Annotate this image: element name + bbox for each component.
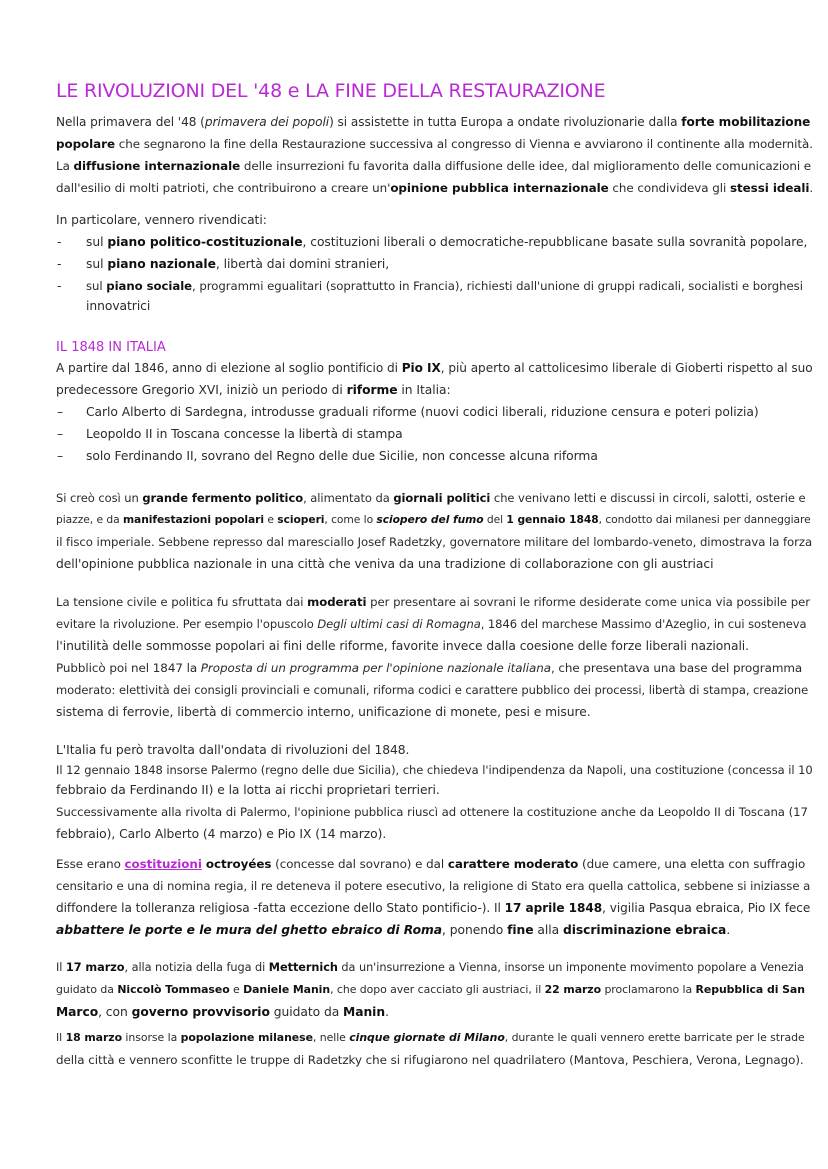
list-item: sul piano nazionale, libertà dai domini stranieri,	[86, 257, 390, 271]
ferment-line-2: piazze, e da manifestazioni popolari e scioperi, come lo sciopero del fumo del 1 gennaio 1848, condotto dai milanesi per danneggiare	[56, 513, 811, 526]
bullet-dash: -	[57, 279, 62, 293]
milan-line-2: della città e vennero sconfitte le truppe di Radetzky che si rifugiarono nel quadrilatero (Mantova, Peschiera, Verona, Legnago).	[56, 1053, 804, 1067]
costituzioni-link[interactable]: costituzioni	[124, 857, 202, 871]
list-item: sul piano sociale, programmi egualitari (soprattutto in Francia), richiesti dall'unione di gruppi radicali, socialisti e borghesi	[86, 279, 803, 293]
section-heading: IL 1848 IN ITALIA	[56, 340, 166, 355]
octroyees-line-3: diffondere la tolleranza religiosa -fatta eccezione dello Stato pontificio-). Il 17 aprile 1848, vigilia Pasqua ebraica, Pio IX fece	[56, 901, 811, 915]
venice-line-3: Marco, con governo provvisorio guidato da Manin.	[56, 1005, 389, 1019]
bullet-dash: –	[57, 427, 64, 441]
moderates-line-5: moderato: elettività dei consigli provinciali e comunali, riforma codici e carattere pubblico dei processi, libertà di stampa, creazione	[56, 683, 809, 697]
list-item: solo Ferdinando II, sovrano del Regno delle due Sicilie, non concesse alcuna riforma	[86, 449, 598, 463]
intro-line-3: La diffusione internazionale delle insurrezioni fu favorita dalla diffusione delle idee, dal miglioramento delle comunicazioni e	[56, 159, 812, 173]
list-item-continuation: innovatrici	[86, 299, 151, 313]
moderates-line-1: La tensione civile e politica fu sfruttata dai moderati per presentare ai sovrani le riforme desiderate come unica via possibile per	[56, 595, 810, 609]
claims-lead: In particolare, vennero rivendicati:	[56, 213, 267, 227]
revolt-line-5: febbraio), Carlo Alberto (4 marzo) e Pio IX (14 marzo).	[56, 827, 387, 841]
octroyees-line-4: abbattere le porte e le mura del ghetto ebraico di Roma, ponendo fine alla discriminazione ebraica.	[56, 923, 731, 937]
intro-line-2: popolare che segnarono la fine della Restaurazione successiva al congresso di Vienna e avviarono il continente alla modernità.	[56, 137, 813, 151]
moderates-line-3: l'inutilità delle sommosse popolari ai fini delle riforme, favorite invece dalla coesione delle forze liberali nazionali.	[56, 639, 750, 653]
ferment-line-1: Si creò così un grande fermento politico, alimentato da giornali politici che venivano letti e discussi in circoli, salotti, osterie e	[56, 491, 806, 505]
intro-line-1: Nella primavera del '48 (primavera dei popoli) si assistette in tutta Europa a ondate rivoluzionarie dalla forte mobilitazione	[56, 115, 811, 129]
milan-line-1: Il 18 marzo insorse la popolazione milanese, nelle cinque giornate di Milano, durante le quali vennero erette barricate per le strade	[56, 1031, 805, 1044]
list-item: sul piano politico-costituzionale, costituzioni liberali o democratiche-repubblicane basate sulla sovranità popolare,	[86, 235, 808, 249]
revolt-line-1: L'Italia fu però travolta dall'ondata di rivoluzioni del 1848.	[56, 743, 410, 757]
ferment-line-3: il fisco imperiale. Sebbene represso dal maresciallo Josef Radetzky, governatore militare del lombardo-veneto, dimostrava la forza	[56, 535, 813, 549]
revolt-line-3: febbraio da Ferdinando II) e la lotta ai ricchi proprietari terrieri.	[56, 783, 440, 797]
ferment-line-4: dell'opinione pubblica nazionale in una città che veniva da una tradizione di collaborazione con gli austriaci	[56, 557, 714, 571]
list-item: Carlo Alberto di Sardegna, introdusse graduali riforme (nuovi codici liberali, riduzione censura e poteri polizia)	[86, 405, 759, 419]
document-title: LE RIVOLUZIONI DEL '48 e LA FINE DELLA RESTAURAZIONE	[56, 80, 606, 102]
venice-line-2: guidato da Niccolò Tommaseo e Daniele Manin, che dopo aver cacciato gli austriaci, il 22 marzo proclamarono la Repubblica di San	[56, 983, 805, 996]
bullet-dash: –	[57, 449, 64, 463]
octroyees-line-1: Esse erano costituzioni octroyées (concesse dal sovrano) e dal carattere moderato (due camere, una eletta con suffragio	[56, 857, 806, 871]
moderates-line-4: Pubblicò poi nel 1847 la Proposta di un programma per l'opinione nazionale italiana, che presentava una base del programma	[56, 661, 803, 675]
revolt-line-4: Successivamente alla rivolta di Palermo, l'opinione pubblica riuscì ad ottenere la costituzione anche da Leopoldo II di Toscana (17	[56, 805, 808, 819]
bullet-dash: -	[57, 235, 62, 249]
moderates-line-6: sistema di ferrovie, libertà di commercio interno, unificazione di monete, pesi e misure.	[56, 705, 591, 719]
bullet-dash: –	[57, 405, 64, 419]
venice-line-1: Il 17 marzo, alla notizia della fuga di Metternich da un'insurrezione a Vienna, insorse un imponente movimento popolare a Venezia	[56, 961, 804, 974]
moderates-line-2: evitare la rivoluzione. Per esempio l'opuscolo Degli ultimi casi di Romagna, 1846 del marchese Massimo d'Azeglio, in cui sosteneva	[56, 617, 807, 631]
bullet-dash: -	[57, 257, 62, 271]
italy-line-1: A partire dal 1846, anno di elezione al soglio pontificio di Pio IX, più aperto al cattolicesimo liberale di Gioberti rispetto al suo	[56, 361, 813, 375]
list-item: Leopoldo II in Toscana concesse la libertà di stampa	[86, 427, 403, 441]
italy-line-2: predecessore Gregorio XVI, iniziò un periodo di riforme in Italia:	[56, 383, 451, 397]
intro-line-4: dall'esilio di molti patrioti, che contribuirono a creare un'opinione pubblica internazionale che condivideva gli stessi ideali.	[56, 181, 814, 195]
octroyees-line-2: censitario e una di nomina regia, il re deteneva il potere esecutivo, la religione di Stato era quella cattolica, sebbene si iniziasse a	[56, 879, 811, 893]
revolt-line-2: Il 12 gennaio 1848 insorse Palermo (regno delle due Sicilia), che chiedeva l'indipendenza da Napoli, una costituzione (concessa il 10	[56, 763, 813, 777]
